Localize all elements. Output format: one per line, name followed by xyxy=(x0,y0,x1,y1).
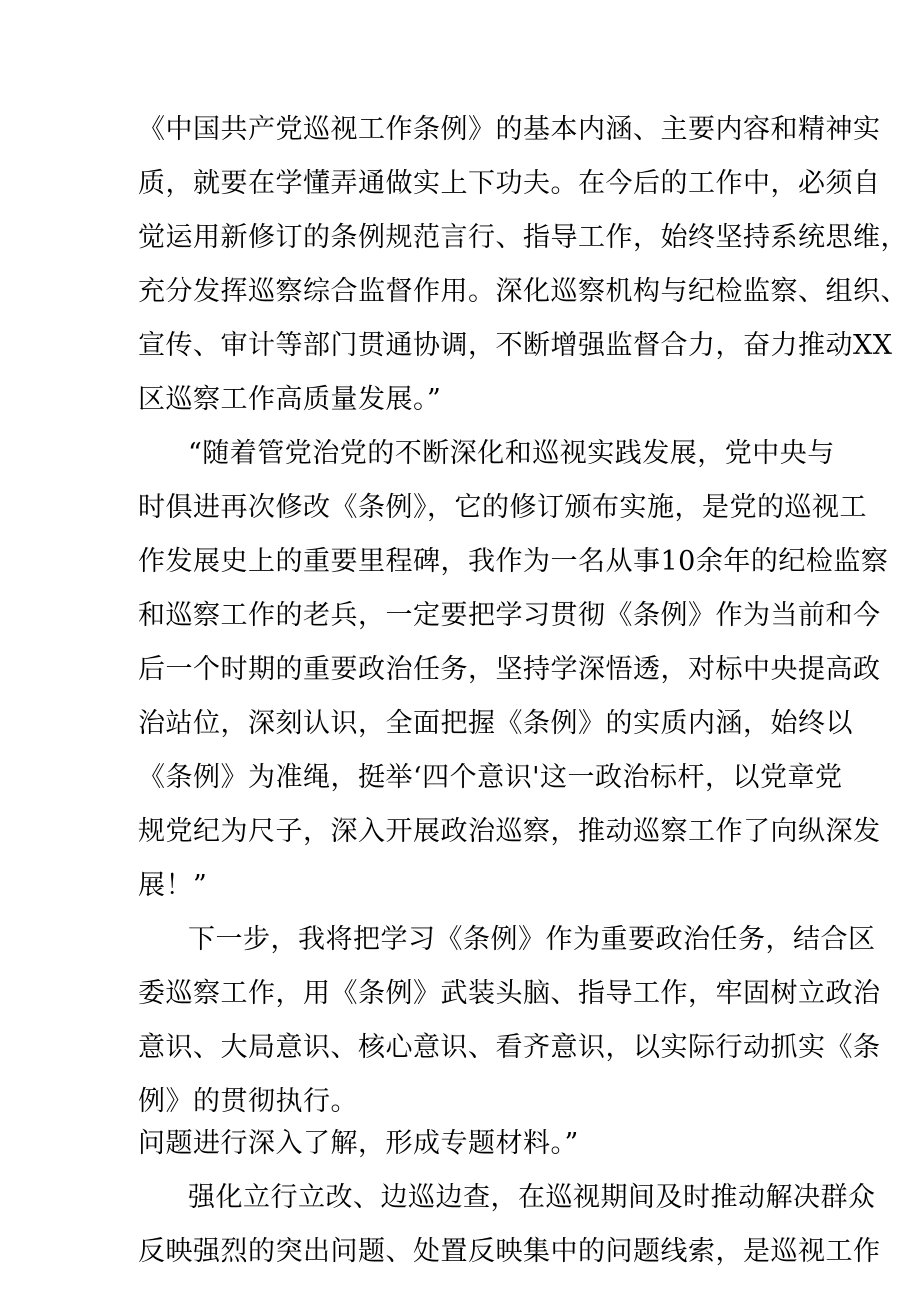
text-line: 意识、大局意识、核心意识、看齐意识，以实际行动抓实《条 xyxy=(138,1032,881,1063)
text-line: 规党纪为尺子，深入开展政治巡察，推动巡察工作了向纵深发 xyxy=(138,816,881,847)
text-line: 下一步，我将把学习《条例》作为重要政治任务，结合区 xyxy=(188,924,876,955)
text-line: 时俱进再次修改《条例》，它的修订颁布实施，是党的巡视工 xyxy=(138,492,867,523)
text-line: 治站位，深刻认识，全面把握《条例》的实质内涵，始终以 xyxy=(138,708,853,739)
text-line: 委巡察工作，用《条例》武装头脑、指导工作，牢固树立政治 xyxy=(138,978,881,1009)
text-line: 《中国共产党巡视工作条例》的基本内涵、主要内容和精神实 xyxy=(138,114,881,145)
text-line: 区巡察工作高质量发展。” xyxy=(138,384,442,415)
text-line: 反映强烈的突出问题、处置反映集中的问题线索，是巡视工作 xyxy=(138,1236,881,1267)
text-line: 作发展史上的重要里程碑，我作为一名从事10余年的纪检监察 xyxy=(138,546,889,577)
text-line: 宣传、审计等部门贯通协调，不断增强监督合力，奋力推动XX xyxy=(138,330,893,361)
text-line: 强化立行立改、边巡边查，在巡视期间及时推动解决群众 xyxy=(188,1182,876,1213)
text-line: 例》的贯彻执行。 xyxy=(138,1086,358,1117)
text-line: 《条例》为准绳，挺举‘四个意识'这一政治标杆，以党章党 xyxy=(138,762,843,793)
text-line: 展！” xyxy=(138,870,208,901)
text-line: 质，就要在学懂弄通做实上下功夫。在今后的工作中，必须自 xyxy=(138,168,881,199)
text-line: 充分发挥巡察综合监督作用。深化巡察机构与纪检监察、组织、 xyxy=(138,276,908,307)
text-line: 问题进行深入了解，形成专题材料。” xyxy=(138,1128,579,1159)
text-line: 和巡察工作的老兵，一定要把学习贯彻《条例》作为当前和今 xyxy=(138,600,881,631)
text-line: 觉运用新修订的条例规范言行、指导工作，始终坚持系统思维， xyxy=(138,222,908,253)
text-line: 后一个时期的重要政治任务，坚持学深悟透，对标中央提高政 xyxy=(138,654,881,685)
text-line: “随着管党治党的不断深化和巡视实践发展，党中央与 xyxy=(188,438,835,469)
